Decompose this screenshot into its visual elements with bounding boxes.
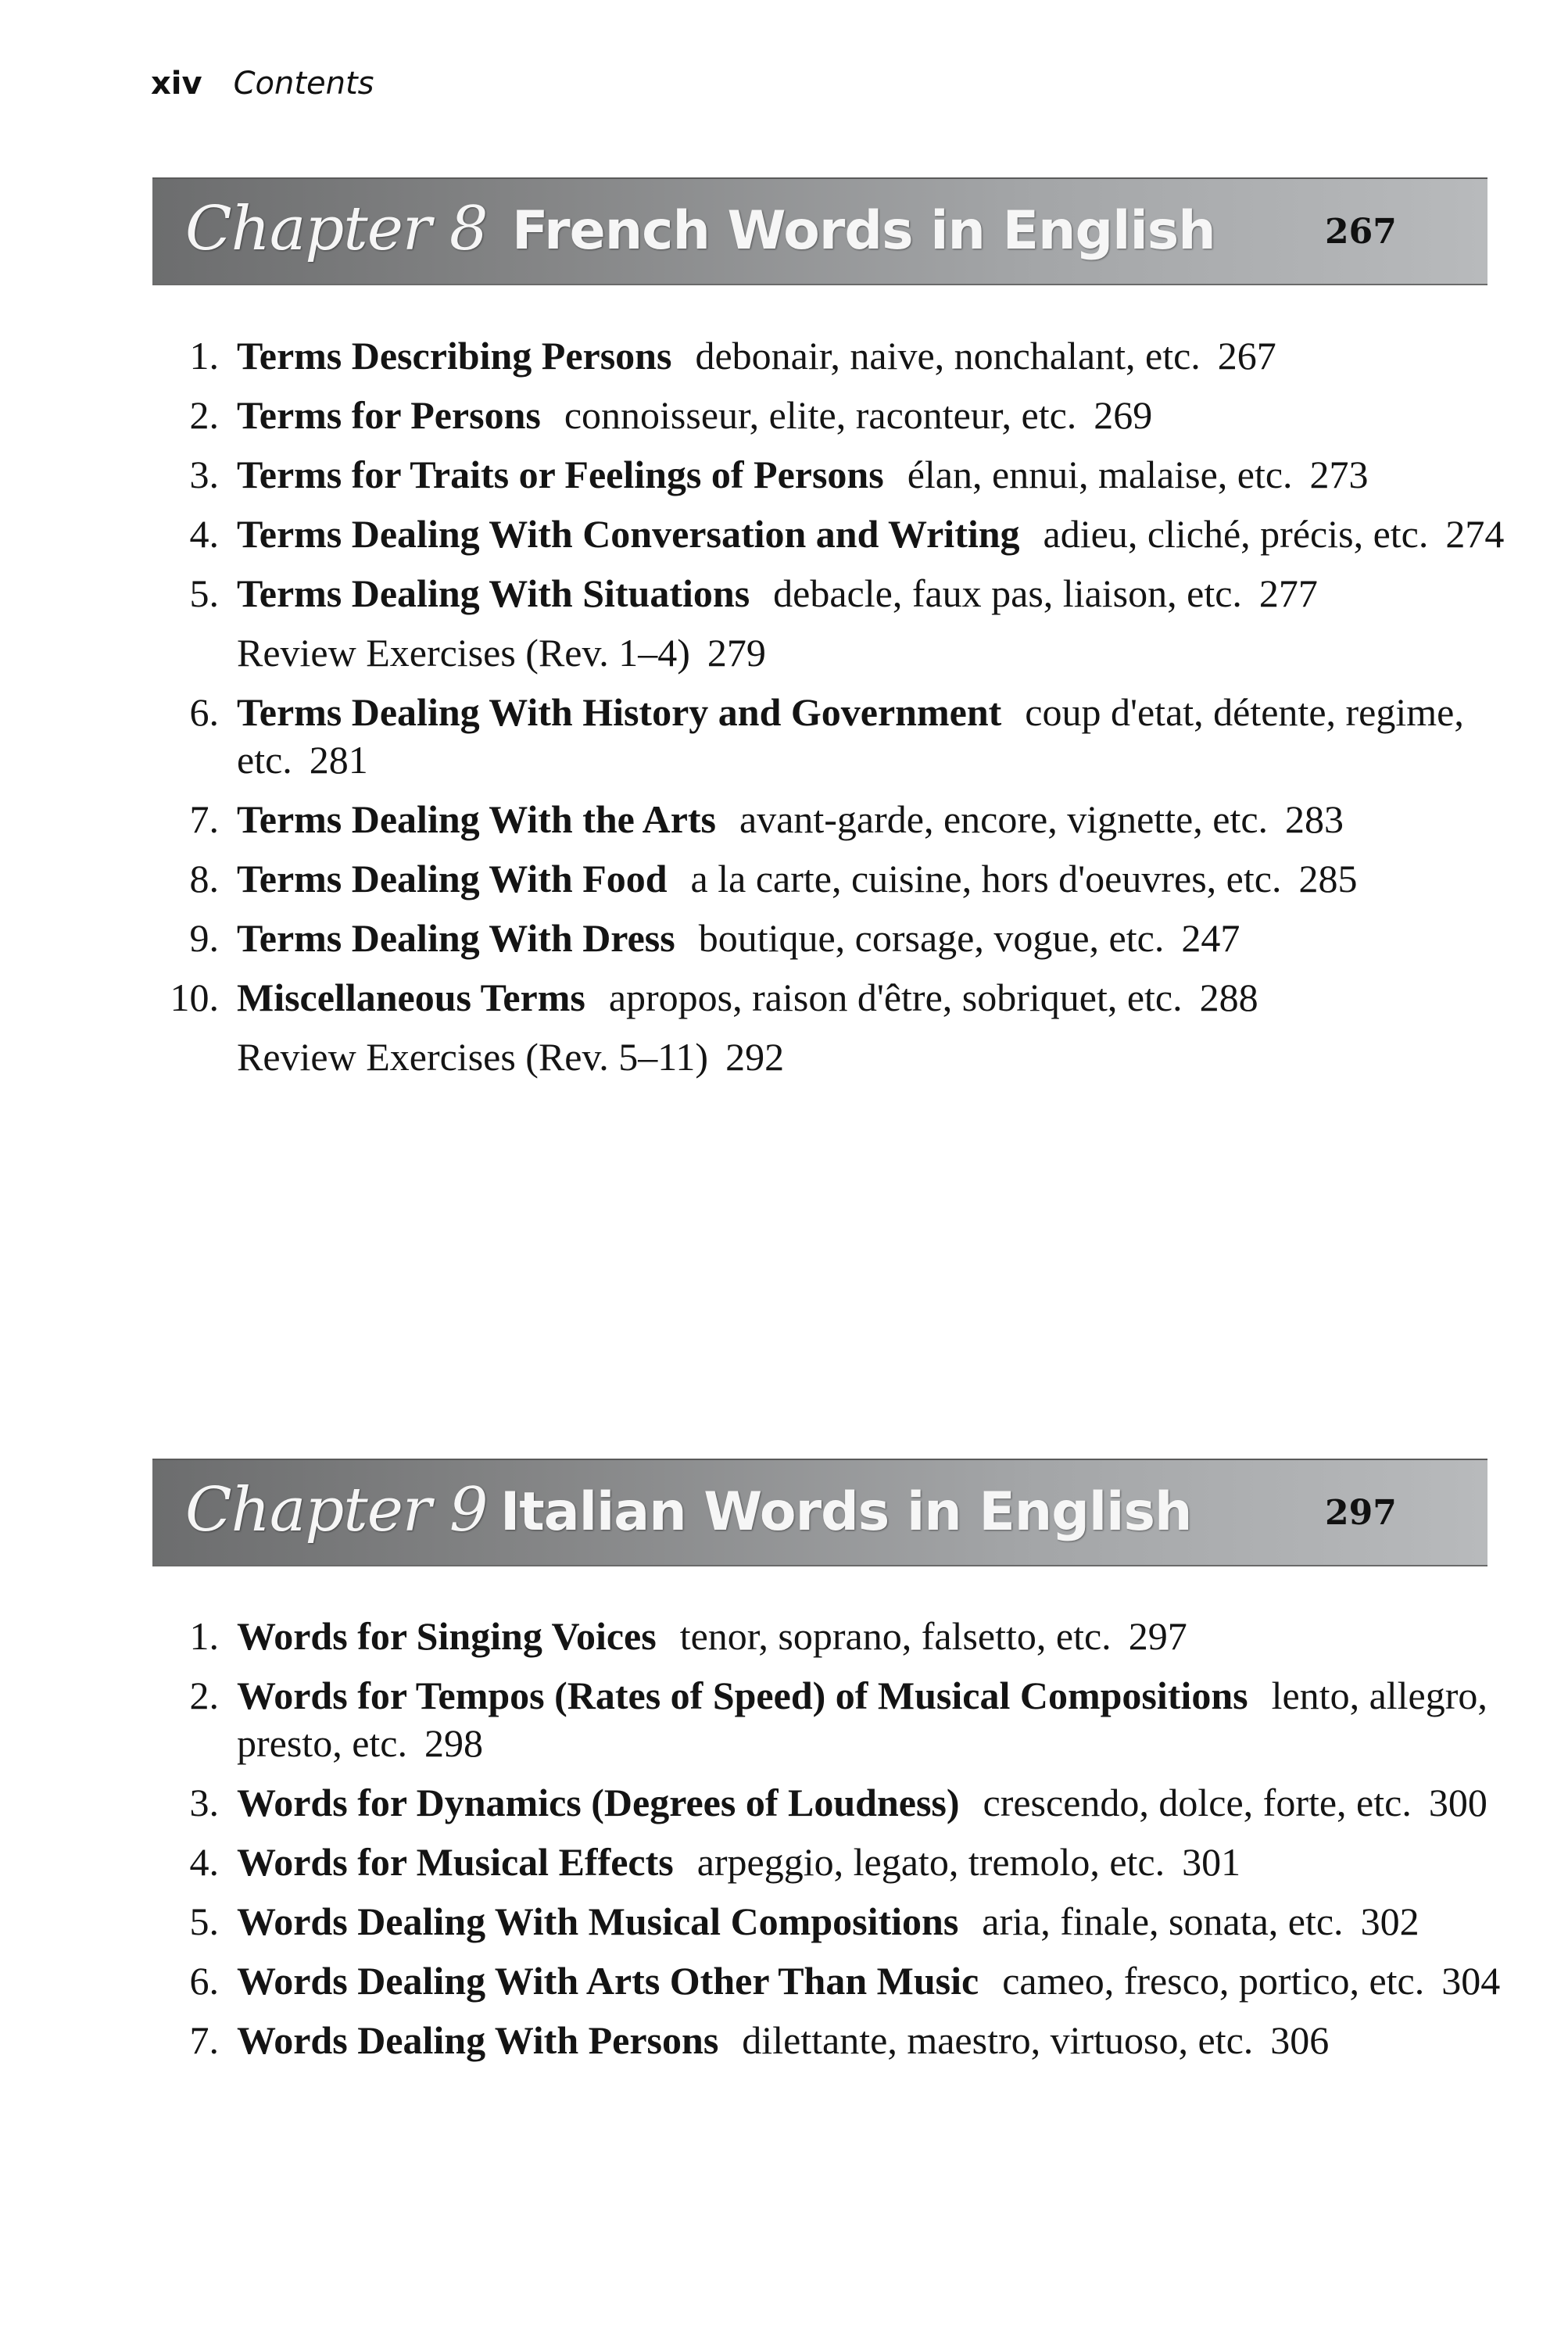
chapter-title: French Words in English	[512, 200, 1215, 262]
entry-heading: Terms Dealing With Food	[237, 857, 668, 900]
entry-page-number: 277	[1258, 571, 1318, 615]
entry-examples: avant-garde, encore, vignette, etc.	[739, 797, 1269, 841]
entry-examples: aria, finale, sonata, etc.	[982, 1899, 1344, 1943]
entry-page-number: 301	[1182, 1840, 1241, 1884]
entry-number: 2.	[189, 393, 219, 437]
entry-examples: apropos, raison d'être, sobriquet, etc.	[608, 976, 1183, 1019]
toc-entry	[141, 510, 1516, 558]
entry-page-number: 285	[1298, 857, 1358, 900]
toc-entry	[141, 332, 1516, 380]
page-folio: xiv	[151, 66, 202, 102]
chapter-title: Italian Words in English	[500, 1481, 1192, 1543]
toc-entry	[141, 915, 1516, 962]
entry-page-number: 297	[1128, 1614, 1187, 1658]
entry-page-number: 298	[424, 1721, 483, 1765]
entry-examples: tenor, soprano, falsetto, etc.	[679, 1614, 1112, 1658]
toc-entry	[141, 974, 1516, 1022]
entry-examples: debonair, naive, nonchalant, etc.	[695, 334, 1201, 378]
entry-heading: Words Dealing With Musical Compositions	[237, 1899, 959, 1943]
entry-examples: coup d'etat, détente, regime, etc.	[237, 690, 1464, 782]
entry-number: 2.	[189, 1674, 219, 1717]
entry-number: 3.	[189, 1781, 219, 1824]
chapter-label: Chapter 8	[185, 194, 488, 264]
entry-page-number: 302	[1360, 1899, 1419, 1943]
entry-examples: boutique, corsage, vogue, etc.	[698, 916, 1165, 960]
review-label: Review Exercises (Rev. 5–11)	[237, 1035, 709, 1079]
entry-number: 4.	[189, 512, 219, 556]
entry-examples: lento, allegro, presto, etc.	[237, 1674, 1487, 1765]
entry-page-number: 247	[1181, 916, 1240, 960]
entry-heading: Words for Musical Effects	[237, 1840, 674, 1884]
review-exercises-entry	[141, 629, 1516, 677]
chapter-8-contents-list	[141, 332, 1516, 1093]
entry-heading: Terms for Traits or Feelings of Persons	[237, 453, 884, 496]
entry-page-number: 304	[1441, 1959, 1501, 2003]
entry-page-number: 267	[1217, 334, 1276, 378]
toc-entry	[141, 855, 1516, 903]
entry-page-number: 300	[1428, 1781, 1487, 1824]
toc-entry	[141, 689, 1516, 784]
entry-number: 1.	[189, 334, 219, 378]
entry-examples: crescendo, dolce, forte, etc.	[983, 1781, 1412, 1824]
entry-number: 3.	[189, 453, 219, 496]
entry-number: 9.	[189, 916, 219, 960]
entry-examples: debacle, faux pas, liaison, etc.	[773, 571, 1242, 615]
entry-examples: connoisseur, elite, raconteur, etc.	[564, 393, 1077, 437]
entry-heading: Words for Singing Voices	[237, 1614, 657, 1658]
toc-entry	[141, 796, 1516, 843]
entry-number: 7.	[189, 797, 219, 841]
chapter-9-banner	[152, 1459, 1487, 1566]
running-head-title: Contents	[233, 66, 374, 102]
entry-page-number: 269	[1094, 393, 1153, 437]
entry-number: 5.	[189, 1899, 219, 1943]
entry-examples: dilettante, maestro, virtuoso, etc.	[742, 2018, 1254, 2062]
running-head	[151, 64, 374, 103]
entry-heading: Terms Dealing With Dress	[237, 916, 675, 960]
entry-page-number: 288	[1199, 976, 1258, 1019]
entry-number: 6.	[189, 690, 219, 734]
chapter-page-number: 297	[1325, 1493, 1397, 1533]
toc-entry	[141, 2017, 1516, 2064]
entry-heading: Words for Tempos (Rates of Speed) of Musical Compositions	[237, 1674, 1248, 1717]
entry-page-number: 279	[707, 631, 766, 675]
toc-entry	[141, 1898, 1516, 1946]
entry-page-number: 306	[1270, 2018, 1330, 2062]
chapter-8-banner	[152, 177, 1487, 285]
entry-number: 6.	[189, 1959, 219, 2003]
entry-page-number: 274	[1445, 512, 1505, 556]
entry-heading: Terms Describing Persons	[237, 334, 672, 378]
chapter-9-contents-list	[141, 1613, 1516, 2076]
entry-number: 10.	[170, 976, 219, 1019]
review-exercises-entry	[141, 1033, 1516, 1081]
entry-examples: a la carte, cuisine, hors d'oeuvres, etc.	[690, 857, 1282, 900]
toc-entry	[141, 1613, 1516, 1660]
review-label: Review Exercises (Rev. 1–4)	[237, 631, 690, 675]
entry-heading: Miscellaneous Terms	[237, 976, 585, 1019]
entry-number: 5.	[189, 571, 219, 615]
toc-entry	[141, 570, 1516, 618]
toc-entry	[141, 1779, 1516, 1827]
entry-heading: Words Dealing With Arts Other Than Music	[237, 1959, 979, 2003]
entry-heading: Terms Dealing With Situations	[237, 571, 750, 615]
entry-examples: arpeggio, legato, tremolo, etc.	[696, 1840, 1165, 1884]
entry-heading: Words for Dynamics (Degrees of Loudness)	[237, 1781, 960, 1824]
toc-entry	[141, 392, 1516, 439]
entry-examples: élan, ennui, malaise, etc.	[907, 453, 1293, 496]
entry-heading: Words Dealing With Persons	[237, 2018, 719, 2062]
entry-page-number: 283	[1285, 797, 1344, 841]
entry-heading: Terms Dealing With the Arts	[237, 797, 716, 841]
entry-examples: adieu, cliché, précis, etc.	[1043, 512, 1429, 556]
toc-entry	[141, 451, 1516, 499]
entry-page-number: 292	[725, 1035, 785, 1079]
entry-number: 4.	[189, 1840, 219, 1884]
chapter-label: Chapter 9	[185, 1475, 488, 1545]
entry-number: 8.	[189, 857, 219, 900]
toc-entry	[141, 1838, 1516, 1886]
toc-entry	[141, 1957, 1516, 2005]
entry-number: 7.	[189, 2018, 219, 2062]
entry-heading: Terms Dealing With History and Government	[237, 690, 1002, 734]
entry-page-number: 281	[309, 738, 368, 782]
chapter-page-number: 267	[1325, 212, 1397, 252]
entry-heading: Terms for Persons	[237, 393, 541, 437]
entry-examples: cameo, fresco, portico, etc.	[1002, 1959, 1425, 2003]
entry-number: 1.	[189, 1614, 219, 1658]
toc-entry	[141, 1672, 1516, 1767]
entry-page-number: 273	[1309, 453, 1369, 496]
entry-heading: Terms Dealing With Conversation and Writing	[237, 512, 1020, 556]
